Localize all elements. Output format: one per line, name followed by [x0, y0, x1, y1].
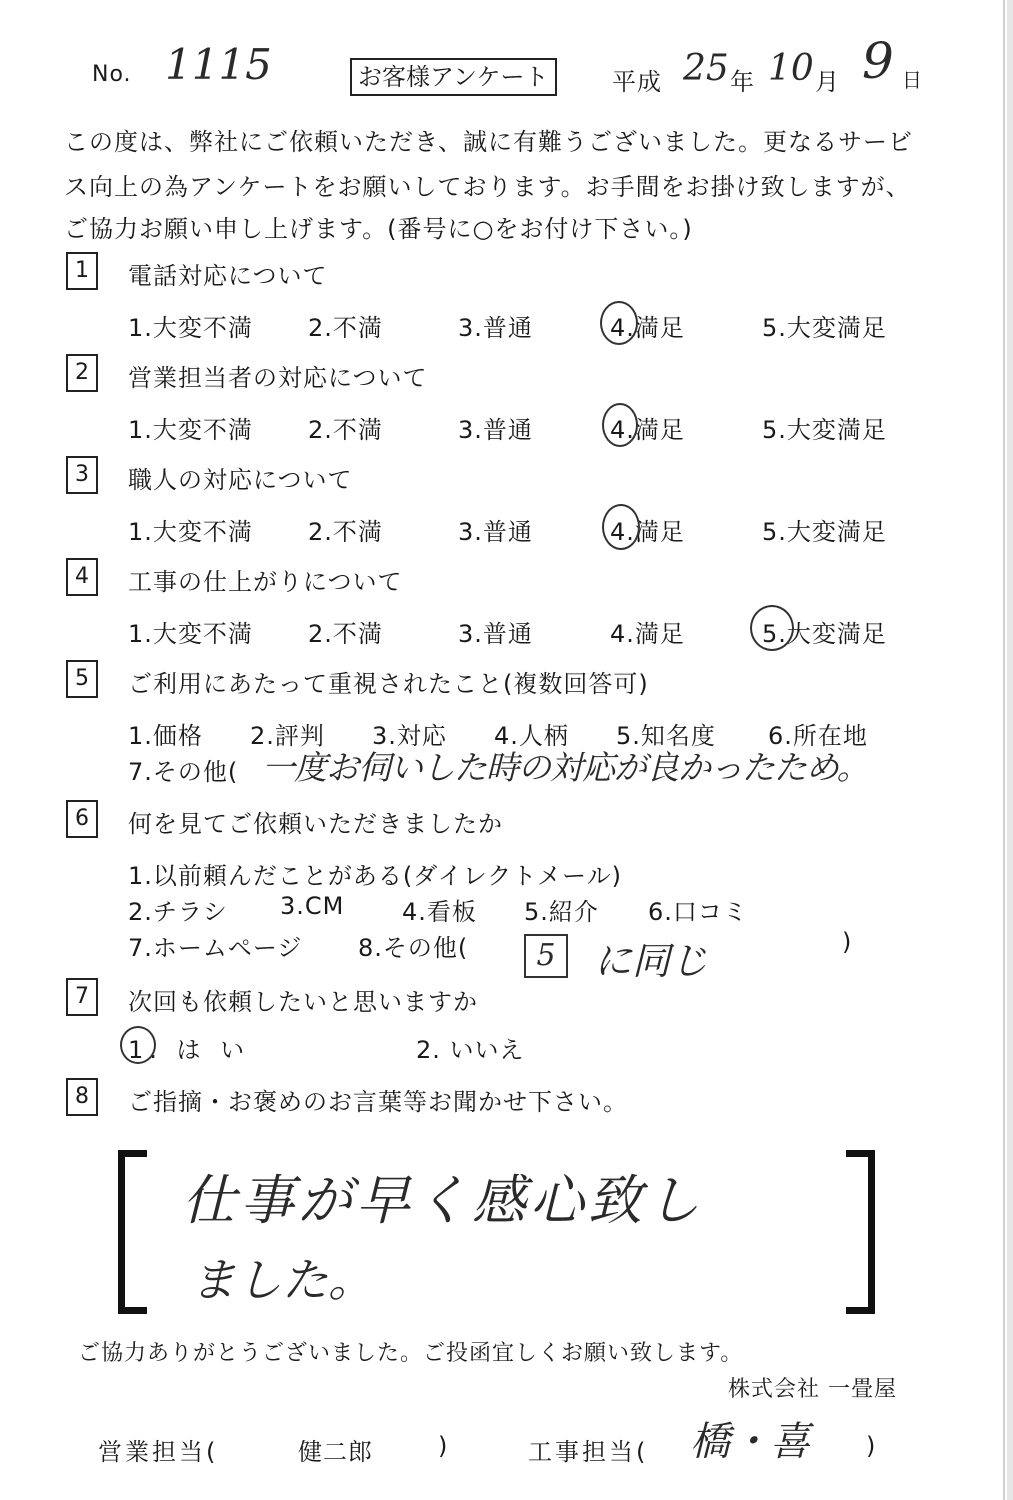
month-value: 10 [768, 48, 814, 89]
scan-edge-line [1003, 0, 1005, 1500]
comment-bracket-right [846, 1150, 875, 1314]
q3-option-5[interactable]: 5.大変満足 [762, 518, 887, 546]
era-label: 平成 [612, 68, 662, 96]
intro-line-1: この度は、弊社にご依頼いただき、誠に有難うございました。更なるサービ [64, 128, 914, 156]
scan-edge [1007, 0, 1013, 1500]
q6-option-5[interactable]: 5.紹介 [524, 898, 599, 926]
q4-option-1[interactable]: 1.大変不満 [128, 620, 253, 648]
question-2-text: 営業担当者の対応について [128, 364, 428, 392]
survey-number: 1115 [165, 40, 272, 89]
q6-option-4[interactable]: 4.看板 [402, 898, 477, 926]
sales-staff-label: 営業担当( [98, 1438, 219, 1466]
q2-option-1[interactable]: 1.大変不満 [128, 416, 253, 444]
q6-option-6[interactable]: 6.口コミ [648, 898, 748, 926]
q1-option-1[interactable]: 1.大変不満 [128, 314, 253, 342]
q5-other-handwritten: 一度お伺いした時の対応が良かったため。 [262, 748, 869, 787]
q3-option-2[interactable]: 2.不満 [308, 518, 383, 546]
q5-option-3[interactable]: 3.対応 [372, 722, 447, 750]
question-number-1: 1 [66, 252, 98, 290]
form-title: お客様アンケート [350, 58, 557, 96]
q4-option-2[interactable]: 2.不満 [308, 620, 383, 648]
q6-option-3[interactable]: 3.CM [280, 892, 345, 920]
q8-comment-line-2: ました。 [190, 1253, 374, 1307]
q4-option-5[interactable]: 5.大変満足 [762, 620, 887, 648]
question-number-8: 8 [66, 1078, 98, 1116]
question-4-text: 工事の仕上がりについて [128, 568, 403, 596]
q1-option-4[interactable]: 4.満足 [610, 314, 685, 342]
q4-option-3[interactable]: 3.普通 [458, 620, 533, 648]
question-7-text: 次回も依頼したいと思いますか [128, 988, 478, 1016]
q4-option-4[interactable]: 4.満足 [610, 620, 685, 648]
q7-option-no[interactable]: 2. いいえ [416, 1036, 525, 1064]
day-unit: 日 [902, 68, 923, 92]
question-number-6: 6 [66, 800, 98, 838]
q8-comment-line-1: 仕事が早く感心致し [182, 1169, 704, 1232]
q6-option-1[interactable]: 1.以前頼んだことがある(ダイレクトメール) [128, 862, 622, 890]
thanks-message: ご協力ありがとうございました。ご投函宜しくお願い致します。 [78, 1341, 744, 1366]
sales-staff-close: ) [438, 1432, 449, 1460]
day-value: 9 [862, 32, 894, 90]
q6-option-2[interactable]: 2.チラシ [128, 898, 228, 926]
q7-answer-circle [120, 1026, 156, 1064]
q1-option-2[interactable]: 2.不満 [308, 314, 383, 342]
q5-option-7-label[interactable]: 7.その他( [128, 758, 239, 786]
q6-other-handwritten: に同じ [594, 939, 709, 983]
q2-answer-circle [602, 403, 638, 447]
work-staff-close: ) [866, 1432, 877, 1460]
q1-option-5[interactable]: 5.大変満足 [762, 314, 887, 342]
company-name: 株式会社 一畳屋 [728, 1377, 897, 1402]
question-number-4: 4 [66, 558, 98, 596]
q3-option-4[interactable]: 4.満足 [610, 518, 685, 546]
q5-option-2[interactable]: 2.評判 [250, 722, 325, 750]
no-label: No. [92, 62, 132, 87]
question-8-text: ご指摘・お褒めのお言葉等お聞かせ下さい。 [128, 1088, 628, 1116]
q2-option-4[interactable]: 4.満足 [610, 416, 685, 444]
intro-line-2: ス向上の為アンケートをお願いしております。お手間をお掛け致しますが、 [64, 173, 911, 201]
question-number-7: 7 [66, 978, 98, 1016]
question-number-2: 2 [66, 354, 98, 392]
work-staff-label: 工事担当( [528, 1438, 649, 1466]
q3-option-3[interactable]: 3.普通 [458, 518, 533, 546]
q1-option-3[interactable]: 3.普通 [458, 314, 533, 342]
q4-answer-circle [750, 605, 794, 651]
intro-line-3: ご協力お願い申し上げます。(番号に○をお付け下さい。) [64, 215, 693, 243]
month-unit: 月 [815, 68, 840, 96]
q5-option-4[interactable]: 4.人柄 [494, 722, 569, 750]
q6-option-8-label[interactable]: 8.その他( [358, 934, 469, 962]
comment-bracket-left [118, 1150, 147, 1314]
q7-option-yes[interactable]: 1. は い [128, 1036, 251, 1064]
q1-answer-circle [600, 301, 638, 345]
work-staff-name: 橋・喜 [690, 1419, 810, 1465]
q3-answer-circle [602, 504, 640, 550]
q5-option-5[interactable]: 5.知名度 [616, 722, 716, 750]
year-value: 25 [683, 48, 729, 89]
q2-option-3[interactable]: 3.普通 [458, 416, 533, 444]
question-1-text: 電話対応について [128, 262, 328, 290]
year-unit: 年 [730, 68, 755, 96]
question-number-5: 5 [66, 660, 98, 698]
q6-other-box-ref: 5 [524, 934, 568, 978]
q6-option-7[interactable]: 7.ホームページ [128, 934, 303, 962]
q6-option-8-close: ) [842, 928, 853, 956]
q5-option-1[interactable]: 1.価格 [128, 722, 203, 750]
q3-option-1[interactable]: 1.大変不満 [128, 518, 253, 546]
q5-option-6[interactable]: 6.所在地 [768, 722, 868, 750]
question-3-text: 職人の対応について [128, 466, 353, 494]
question-number-3: 3 [66, 456, 98, 494]
sales-staff-name: 健二郎 [298, 1438, 373, 1466]
q2-option-2[interactable]: 2.不満 [308, 416, 383, 444]
q2-option-5[interactable]: 5.大変満足 [762, 416, 887, 444]
question-5-text: ご利用にあたって重視されたこと(複数回答可) [128, 670, 649, 698]
question-6-text: 何を見てご依頼いただきましたか [128, 810, 503, 838]
